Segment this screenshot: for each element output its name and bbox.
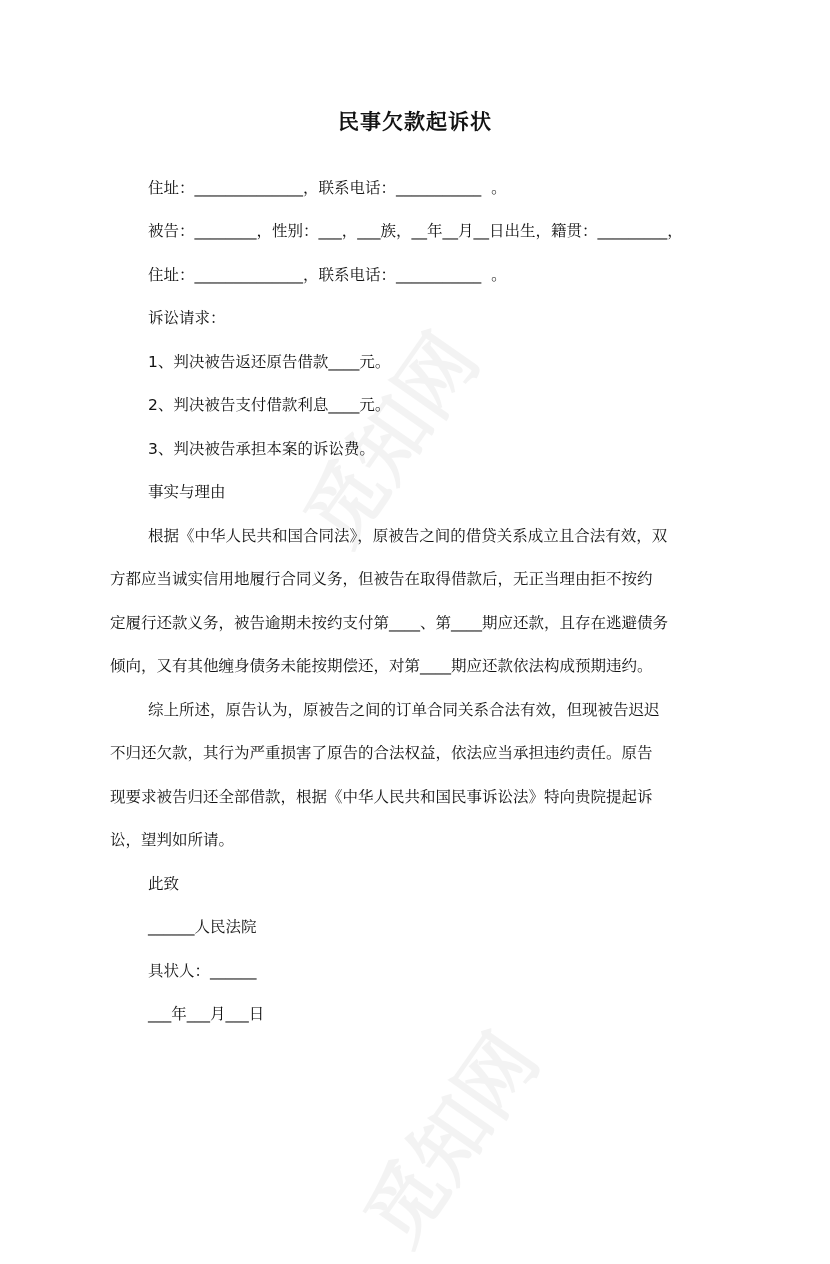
summary-paragraph-line: 讼，望判如所请。 [110,831,235,849]
facts-paragraph-line: 定履行还款义务，被告逾期未按约支付第____、第____期应还款，且存在逃避债务 [110,614,669,632]
facts-paragraph-line: 倾向，又有其他缠身债务未能按期偿还，对第____期应还款依法构成预期违约。 [110,657,653,675]
claim-item: 2、判决被告支付借款利息____元。 [148,396,391,414]
court-name: ______人民法院 [148,918,257,936]
salutation: 此致 [148,875,180,893]
summary-paragraph-line: 综上所述，原告认为，原被告之间的订单合同关系合法有效，但现被告迟迟 [148,701,660,719]
facts-paragraph-line: 方都应当诚实信用地履行合同义务，但被告在取得借款后，无正当理由拒不按约 [110,570,653,588]
summary-paragraph-line: 不归还欠款，其行为严重损害了原告的合法权益，依法应当承担违约责任。原告 [110,744,653,762]
claim-item: 1、判决被告返还原告借款____元。 [148,353,391,371]
plaintiff-address-line: 住址：______________，联系电话：___________ 。 [148,179,507,197]
defendant-address-line: 住址：______________，联系电话：___________ 。 [148,266,507,284]
facts-paragraph-line: 根据《中华人民共和国合同法》，原被告之间的借贷关系成立且合法有效，双 [148,527,668,545]
claim-item: 3、判决被告承担本案的诉讼费。 [148,440,375,458]
summary-paragraph-line: 现要求被告归还全部借款，根据《中华人民共和国民事诉讼法》特向贵院提起诉 [110,788,653,806]
date-line: ___年___月___日 [148,1005,265,1023]
watermark [334,1008,560,1264]
signatory: 具状人：______ [148,962,257,980]
facts-heading: 事实与理由 [148,483,226,501]
defendant-info-line: 被告：________，性别：___，___族，__年__月__日出生，籍贯：_________， [148,222,683,240]
claims-heading: 诉讼请求： [148,309,226,327]
page-title: 民事欠款起诉状 [338,110,492,134]
